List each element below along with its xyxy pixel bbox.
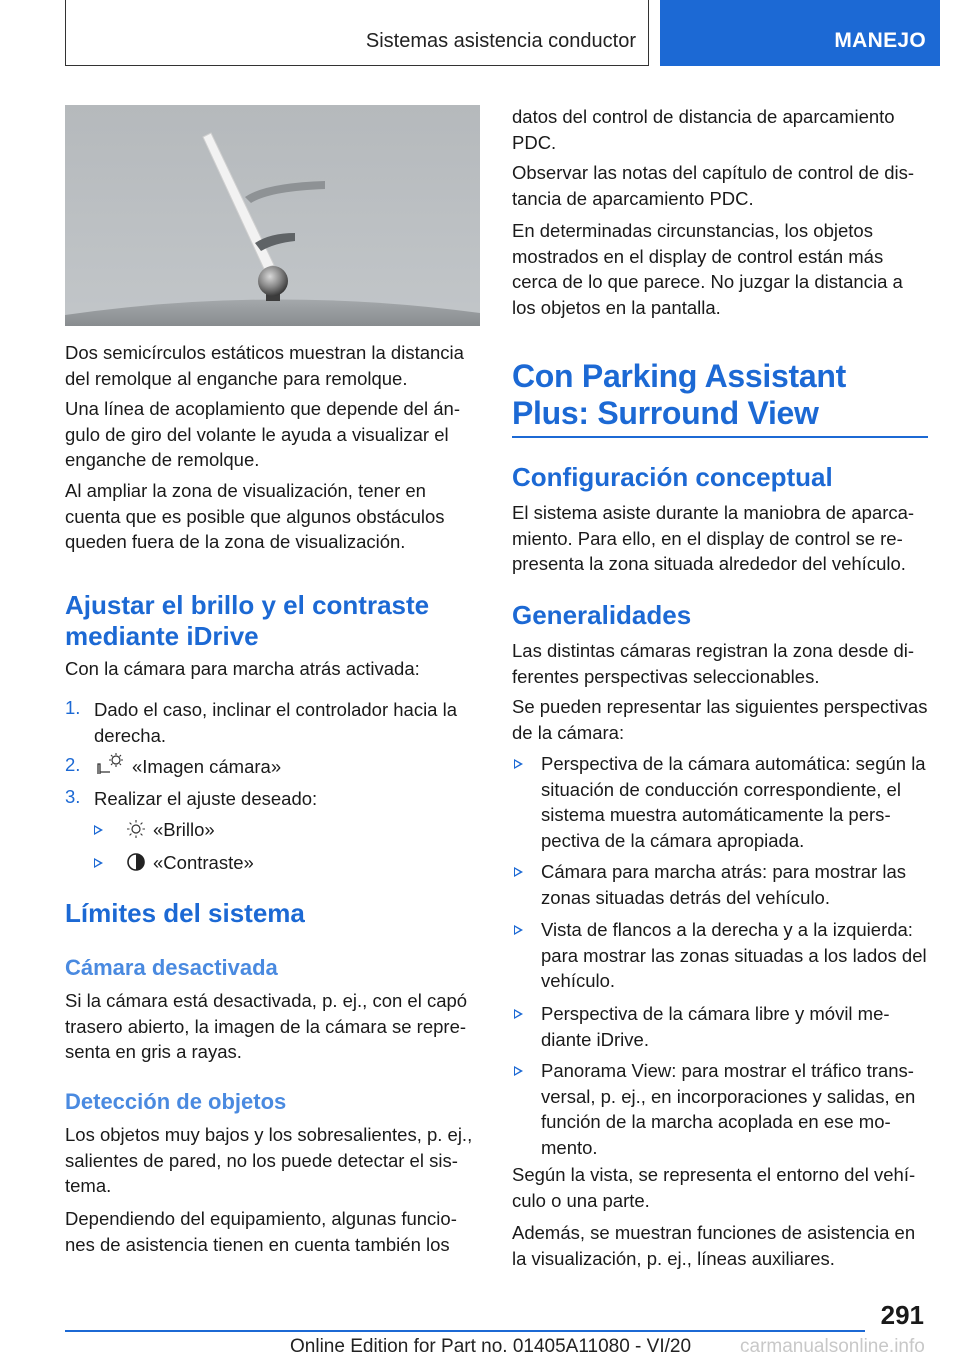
- right-paragraph-distance-warning: En determinadas circunstancias, los objetos mostrados en el display de control están más cerca de lo que parece. No juzgar la distancia a los objetos en la pantalla.: [512, 220, 903, 318]
- left-paragraph-reverse-active: Con la cámara para marcha atrás activada:: [65, 658, 420, 679]
- right-paragraph-pdc-data: datos del control de distancia de aparcamiento PDC.: [512, 106, 895, 153]
- bullet-marker: [514, 867, 523, 877]
- heading-surround-view: Con Parking Assistant Plus: Surround View: [512, 358, 846, 431]
- chapter-tab-label: MANEJO: [834, 29, 926, 52]
- step-text-3: Realizar el ajuste deseado:: [94, 788, 318, 809]
- section-title: Sistemas asistencia conductor: [365, 30, 636, 52]
- right-paragraph-view-environment: Según la vista, se representa el entorno del vehículo o una parte.: [512, 1164, 916, 1211]
- step-text-2: «Imagen cámara»: [132, 756, 282, 777]
- right-paragraph-assist-functions: Además, se muestran funciones de asistencia en la visualización, p. ej., líneas auxiliares.: [512, 1222, 916, 1269]
- footer-rule: [65, 1330, 865, 1332]
- heading-camera-disabled: Cámara desactivada: [65, 955, 278, 980]
- bullet-side-view: Vista de flancos a la derecha y a la izquierda: para mostrar las zonas situadas a los lados del vehículo.: [541, 919, 927, 991]
- bullet-automatic-camera: Perspectiva de la cámara automática: según la situación de conducción correspondiente, el sistema muestra automáticamente la perspectiva de la cámara apropiada.: [541, 753, 926, 851]
- bullet-panorama-view: Panorama View: para mostrar el tráfico transversal, p. ej., en incorporaciones y salidas, en función de la marcha acoplada en ese momento.: [541, 1060, 916, 1158]
- left-paragraph-low-objects: Los objetos muy bajos y los sobresalientes, p. ej., salientes de pared, no los puede detectar el sistema.: [65, 1124, 473, 1196]
- bullet-marker: [514, 1009, 523, 1019]
- left-paragraph-camera-disabled: Si la cámara está desactivada, p. ej., con el capó trasero abierto, la imagen de la cámara se representa en gris a rayas.: [65, 990, 468, 1062]
- left-paragraph-coupling-line: Una línea de acoplamiento que depende del ángulo de giro del volante le ayuda a visualizar el enganche de remolque.: [65, 398, 460, 470]
- hitch-illustration: [65, 105, 480, 326]
- footer-watermark[interactable]: carmanualsonline.info: [740, 1336, 925, 1357]
- footer-edition: Online Edition for Part no. 01405A11080 - VI/20: [290, 1336, 692, 1357]
- brightness-icon[interactable]: [125, 818, 147, 845]
- heading-brightness-contrast: Ajustar el brillo y el contraste mediante iDrive: [65, 590, 430, 651]
- heading-underline: [512, 436, 928, 438]
- chapter-tab[interactable]: [660, 0, 940, 66]
- step-number-1: 1.: [65, 697, 81, 718]
- subitem-contrast-label: «Contraste»: [153, 852, 254, 873]
- bullet-marker: [514, 1066, 523, 1076]
- right-paragraph-concept: El sistema asiste durante la maniobra de aparcamiento. Para ello, en el display de control se representa la zona situada alrededor del vehículo.: [512, 502, 915, 574]
- step-number-2: 2.: [65, 754, 81, 775]
- page-number: 291: [880, 1300, 924, 1330]
- step-number-3: 3.: [65, 786, 81, 807]
- bullet-marker: [94, 858, 103, 868]
- camera-image-icon[interactable]: [96, 752, 126, 783]
- heading-object-detection: Detección de objetos: [65, 1089, 287, 1114]
- bullet-marker: [94, 825, 103, 835]
- contrast-icon[interactable]: [125, 851, 147, 878]
- heading-conceptual-config: Configuración conceptual: [512, 462, 833, 492]
- bullet-marker: [514, 759, 523, 769]
- bullet-free-camera: Perspectiva de la cámara libre y móvil mediante iDrive.: [541, 1003, 890, 1050]
- left-paragraph-zoom: Al ampliar la zona de visualización, tener en cuenta que es posible que algunos obstáculos queden fuera de la zona de visualización.: [65, 480, 445, 552]
- left-paragraph-semicircles: Dos semicírculos estáticos muestran la distancia del remolque al enganche para remolque.: [65, 342, 464, 389]
- right-paragraph-pdc-notes: Observar las notas del capítulo de control de distancia de aparcamiento PDC.: [512, 162, 915, 209]
- trailer-hitch-camera-figure: [65, 105, 480, 326]
- heading-system-limits: Límites del sistema: [65, 898, 305, 928]
- bullet-reverse-camera: Cámara para marcha atrás: para mostrar las zonas situadas detrás del vehículo.: [541, 861, 906, 908]
- left-paragraph-equipment: Dependiendo del equipamiento, algunas funciones de asistencia tienen en cuenta también los: [65, 1208, 457, 1255]
- header-section-box: [65, 0, 649, 66]
- right-paragraph-perspectives-intro: Se pueden representar las siguientes perspectivas de la cámara:: [512, 696, 928, 743]
- bullet-marker: [514, 925, 523, 935]
- heading-general: Generalidades: [512, 600, 692, 630]
- subitem-brightness-label: «Brillo»: [153, 819, 215, 840]
- step-text-1: Dado el caso, inclinar el controlador hacia la derecha.: [94, 699, 458, 746]
- right-paragraph-cameras: Las distintas cámaras registran la zona desde diferentes perspectivas seleccionables.: [512, 640, 915, 687]
